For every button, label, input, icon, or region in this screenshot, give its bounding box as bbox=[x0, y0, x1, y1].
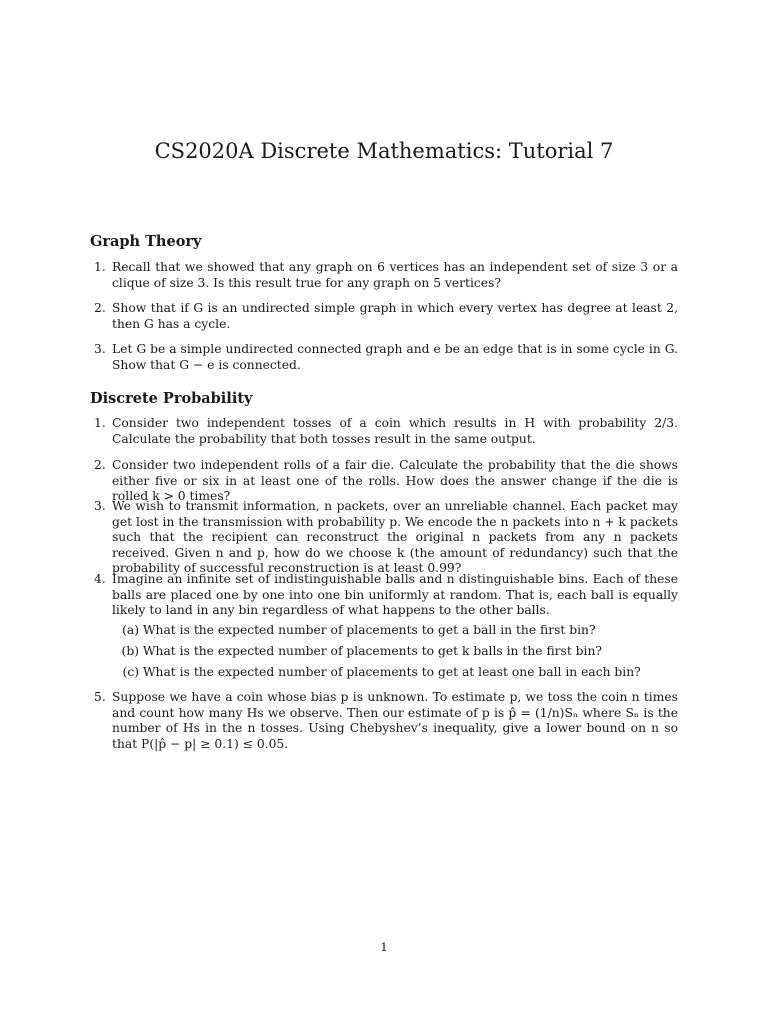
probability-question-1: Consider two independent tosses of a coin which results in H with probability 2/3. Calculate the probability that both tosses result in the same output. bbox=[112, 416, 678, 446]
probability-question-5: Suppose we have a coin whose bias p is unknown. To estimate p, we toss the coin n times and count how many Hs we observe. Then our estimate of p is p̂ = (1/n)Sₙ where Sₙ is the number of Hs in the n tosses. Using Chebyshev’s inequality, give a lower bound on n so that P(|p̂ − p| ≥ 0.1) ≤ 0.05. bbox=[112, 690, 678, 751]
graph-theory-question-3: Let G be a simple undirected connected graph and e be an edge that is in some cycle in G. Show that G − e is connected. bbox=[112, 342, 678, 372]
page-title: CS2020A Discrete Mathematics: Tutorial 7 bbox=[154, 139, 614, 163]
subquestion-text: What is the expected number of placements to get a ball in the first bin? bbox=[142, 623, 596, 637]
item-number: 3. bbox=[94, 499, 106, 513]
item-number: 1. bbox=[94, 260, 106, 274]
subquestion-text: What is the expected number of placements to get at least one ball in each bin? bbox=[142, 665, 641, 679]
probability-question-2: Consider two independent rolls of a fair die. Calculate the probability that the die shows either five or six in at least one of the rolls. How does the answer change if the die is rolled k > 0 times? bbox=[112, 458, 678, 503]
item-number: 2. bbox=[94, 301, 106, 315]
subquestion-b bbox=[112, 644, 678, 660]
section-heading-graph-theory: Graph Theory bbox=[90, 233, 202, 250]
subquestion-c bbox=[112, 665, 678, 681]
item-number: 2. bbox=[94, 458, 106, 472]
subquestion-label: (a) bbox=[122, 623, 139, 637]
subquestion-label: (c) bbox=[122, 665, 139, 679]
item-number: 5. bbox=[94, 690, 106, 704]
page-number: 1 bbox=[380, 940, 388, 954]
graph-theory-question-1: Recall that we showed that any graph on 6 vertices has an independent set of size 3 or a clique of size 3. Is this result true for any graph on 5 vertices? bbox=[112, 260, 678, 290]
probability-question-4: Imagine an infinite set of indistinguishable balls and n distinguishable bins. Each of these balls are placed one by one into one bin uniformly at random. That is, each ball is equally likely to land in any bin regardless of what happens to the other balls. bbox=[112, 572, 678, 617]
item-number: 4. bbox=[94, 572, 106, 586]
graph-theory-question-2: Show that if G is an undirected simple graph in which every vertex has degree at least 2, then G has a cycle. bbox=[112, 301, 678, 331]
section-heading-discrete-probability: Discrete Probability bbox=[90, 390, 253, 407]
subquestion-text: What is the expected number of placements to get k balls in the first bin? bbox=[142, 644, 602, 658]
item-number: 3. bbox=[94, 342, 106, 356]
item-number: 1. bbox=[94, 416, 106, 430]
probability-question-3: We wish to transmit information, n packets, over an unreliable channel. Each packet may get lost in the transmission with probability p. We encode the n packets into n + k packets such that the recipient can reconstruct the original n packets from any n packets received. Given n and p, how do we choose k (the amount of redundancy) such that the probability of successful reconstruction is at least 0.99? bbox=[112, 499, 678, 575]
subquestion-a bbox=[112, 623, 678, 639]
subquestion-label: (b) bbox=[121, 644, 139, 658]
